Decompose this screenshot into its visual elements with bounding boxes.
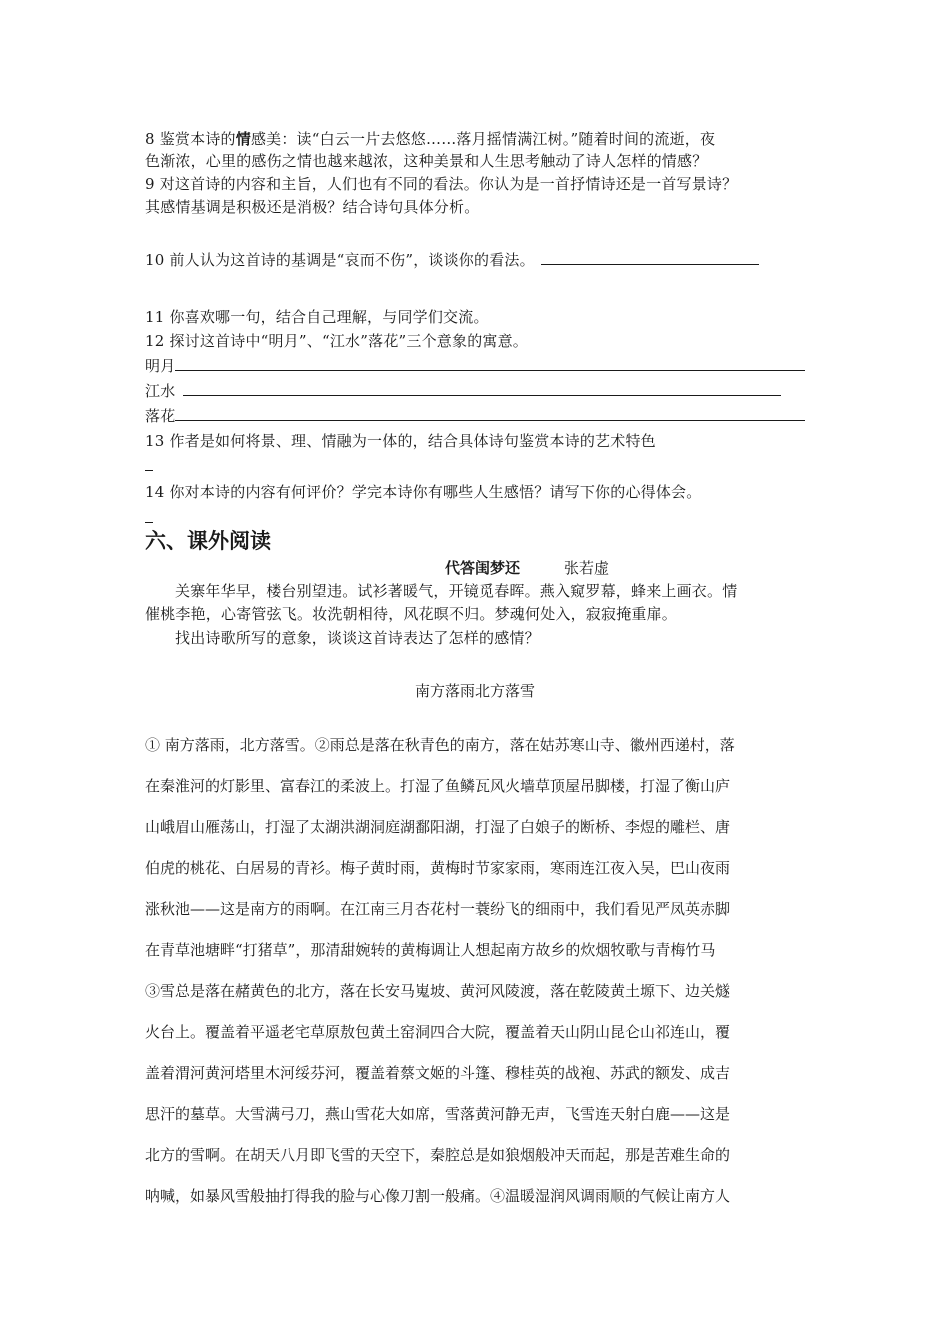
question-8-number: 8: [145, 130, 155, 148]
question-13: 13 作者是如何将景、理、情融为一体的，结合具体诗句鉴赏本诗的艺术特色: [145, 432, 656, 450]
essay-line: 思汗的墓草。大雪满弓刀，燕山雪花大如席，雪落黄河静无声，飞雪连天射白鹿——这是: [145, 1105, 731, 1123]
question-13-answer-blank[interactable]: [145, 470, 153, 471]
question-12: 12 探讨这首诗中“明月”、“江水”落花”三个意象的寓意。: [145, 332, 528, 350]
essay-line: 伯虎的桃花、白居易的青衫。梅子黄时雨，黄梅时节家家雨，寒雨连江夜入吴，巴山夜雨: [145, 859, 731, 877]
question-12-river-label: 江水: [145, 382, 176, 400]
question-12-flower-row: [145, 405, 810, 427]
question-10: [145, 249, 810, 271]
essay-title: 南方落雨北方落雪: [414, 682, 535, 700]
question-11: 11 你喜欢哪一句，结合自己理解，与同学们交流。: [145, 308, 489, 326]
question-8-line-1: [145, 128, 810, 150]
poem-heading: [445, 557, 609, 579]
section-title: 六、课外阅读: [145, 529, 271, 553]
question-12-flower-label: 落花: [145, 407, 176, 425]
question-12-river-blank[interactable]: [183, 381, 781, 396]
essay-line: 呐喊，如暴风雪般抽打得我的脸与心像刀割一般痛。④温暖湿润风调雨顺的气候让南方人: [145, 1187, 731, 1205]
question-9-line-2: 其感情基调是积极还是消极？结合诗句具体分析。: [145, 198, 480, 216]
essay-line: 北方的雪啊。在胡天八月即飞雪的天空下，秦腔总是如狼烟般冲天而起，那是苦难生命的: [145, 1146, 731, 1164]
poem-question: 找出诗歌所写的意象，谈谈这首诗表达了怎样的感情？: [175, 629, 540, 647]
question-12-moon-row: [145, 355, 810, 377]
essay-line: ① 南方落雨，北方落雪。②雨总是落在秋青色的南方，落在姑苏寒山寺、徽州西递村，落: [145, 736, 735, 754]
question-12-river-row: [145, 380, 810, 402]
question-10-text: 10 前人认为这首诗的基调是“哀而不伤”，谈谈你的看法。: [145, 251, 535, 269]
poem-line-2: 催桃李艳，心寄管弦飞。妆洗朝相待，风花暝不归。梦魂何处入，寂寂掩重扉。: [145, 605, 678, 623]
question-12-flower-blank[interactable]: [175, 406, 805, 421]
essay-line: 山峨眉山雁荡山，打湿了太湖洪湖洞庭湖鄱阳湖，打湿了白娘子的断桥、李煜的雕栏、唐: [145, 818, 731, 836]
question-12-moon-blank[interactable]: [175, 356, 805, 371]
question-10-answer-blank[interactable]: [541, 250, 759, 265]
question-8-text-a: 鉴赏本诗的: [159, 130, 236, 148]
poem-line-1: 关寨年华早，楼台别望违。试衫著暖气，开镜觅春晖。燕入窥罗幕，蜂来上画衣。情: [175, 582, 738, 600]
essay-line: 在秦淮河的灯影里、富春江的柔波上。打湿了鱼鳞瓦风火墙草顶屋吊脚楼，打湿了衡山庐: [145, 777, 731, 795]
question-8-bold-char: 情: [235, 130, 251, 148]
poem-title: 代答闺梦还: [445, 559, 521, 577]
essay-line: 在青草池塘畔“打猪草”，那清甜婉转的黄梅调让人想起南方故乡的炊烟牧歌与青梅竹马: [145, 941, 716, 959]
essay-line: 涨秋池——这是南方的雨啊。在江南三月杏花村一蓑纷飞的细雨中，我们看见严凤英赤脚: [145, 900, 731, 918]
question-14: 14 你对本诗的内容有何评价？学完本诗你有哪些人生感悟？请写下你的心得体会。: [145, 483, 702, 501]
poem-author: 张若虚: [564, 559, 610, 577]
question-8-text-b: 感美：读“白云一片去悠悠……落月摇情满江树。”随着时间的流逝，夜: [250, 130, 716, 148]
essay-line: 火台上。覆盖着平遥老宅草原敖包黄土窑洞四合大院，覆盖着天山阴山昆仑山祁连山，覆: [145, 1023, 731, 1041]
question-12-moon-label: 明月: [145, 357, 176, 375]
question-14-answer-blank[interactable]: [145, 522, 153, 523]
question-9-line-1: 9 对这首诗的内容和主旨，人们也有不同的看法。你认为是一首抒情诗还是一首写景诗？: [145, 175, 738, 193]
question-8-line-2: 色渐浓，心里的感伤之情也越来越浓，这种美景和人生思考触动了诗人怎样的情感？: [145, 152, 708, 170]
essay-line: ③雪总是落在赭黄色的北方，落在长安马嵬坡、黄河风陵渡，落在乾陵黄土塬下、边关燧: [145, 982, 731, 1000]
essay-line: 盖着渭河黄河塔里木河绥芬河，覆盖着蔡文姬的斗篷、穆桂英的战袍、苏武的额发、成吉: [145, 1064, 731, 1082]
